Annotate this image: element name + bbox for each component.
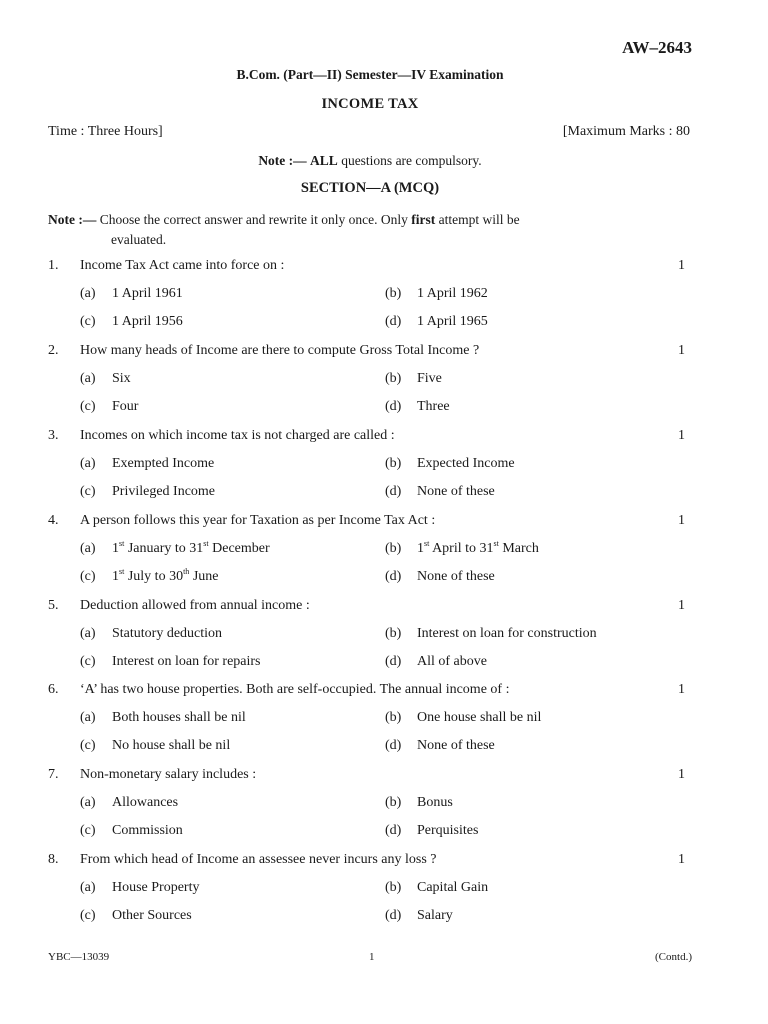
- option-text: 1st April to 31st March: [417, 539, 539, 556]
- option-a: [80, 880, 200, 896]
- option-label: (b): [385, 626, 402, 641]
- time-duration: Time : Three Hours]: [48, 124, 163, 139]
- option-c: [80, 569, 218, 585]
- option-text: 1st July to 30th June: [112, 567, 219, 584]
- option-b: [385, 626, 597, 642]
- option-label: (d): [385, 908, 402, 923]
- question-text: Deduction allowed from annual income :: [80, 598, 310, 613]
- option-label: (b): [385, 371, 402, 386]
- option-a: [80, 795, 178, 811]
- option-label: (c): [80, 399, 96, 414]
- option-label: (a): [80, 710, 96, 725]
- option-a: [80, 371, 131, 387]
- option-text: 1st January to 31st December: [112, 539, 270, 556]
- option-label: (d): [385, 569, 402, 584]
- question-number: 5.: [48, 598, 59, 613]
- option-text: None of these: [417, 484, 495, 499]
- question-text: Non-monetary salary includes :: [80, 767, 257, 782]
- option-c: [80, 823, 183, 839]
- option-label: (b): [385, 286, 402, 301]
- option-label: (c): [80, 908, 96, 923]
- option-b: [385, 541, 539, 557]
- option-text: Salary: [417, 908, 453, 923]
- option-a: [80, 286, 183, 302]
- option-b: [385, 880, 488, 896]
- option-c: [80, 908, 192, 924]
- general-note-label: Note :—: [258, 153, 307, 168]
- question-marks: 1: [678, 513, 685, 528]
- question-number: 2.: [48, 343, 59, 358]
- option-text: Privileged Income: [112, 484, 216, 499]
- question-text: Income Tax Act came into force on :: [80, 258, 285, 273]
- subject-title: INCOME TAX: [321, 96, 419, 112]
- option-label: (d): [385, 314, 402, 329]
- option-a: [80, 626, 222, 642]
- option-text: Capital Gain: [417, 880, 489, 895]
- option-text: 1 April 1962: [417, 286, 488, 301]
- section-note-text-2: attempt will be: [438, 212, 520, 227]
- option-d: [385, 314, 488, 330]
- option-label: (b): [385, 541, 402, 556]
- question-number: 6.: [48, 682, 59, 697]
- section-title: SECTION—A (MCQ): [300, 180, 440, 196]
- page-number: 1: [369, 951, 375, 963]
- section-note-bold: first: [411, 212, 436, 227]
- general-note-bold: ALL: [310, 153, 338, 168]
- option-text: One house shall be nil: [417, 710, 542, 725]
- question-text: Incomes on which income tax is not charged are called :: [80, 428, 395, 443]
- section-note: [48, 210, 693, 250]
- option-text: Statutory deduction: [112, 626, 223, 641]
- option-label: (b): [385, 880, 402, 895]
- exam-title: B.Com. (Part—II) Semester—IV Examination: [236, 67, 504, 82]
- option-text: House Property: [112, 880, 200, 895]
- general-note: [0, 153, 740, 169]
- question-marks: 1: [678, 258, 685, 273]
- option-text: Both houses shall be nil: [112, 710, 246, 725]
- question-number: 7.: [48, 767, 59, 782]
- option-text: Six: [112, 371, 131, 386]
- option-label: (c): [80, 823, 96, 838]
- option-c: [80, 399, 138, 415]
- option-label: (a): [80, 880, 96, 895]
- option-text: 1 April 1961: [112, 286, 183, 301]
- option-text: No house shall be nil: [112, 738, 231, 753]
- option-b: [385, 795, 453, 811]
- option-c: [80, 654, 261, 670]
- option-text: Commission: [112, 823, 183, 838]
- option-d: [385, 569, 495, 585]
- option-b: [385, 286, 488, 302]
- option-text: 1 April 1965: [417, 314, 488, 329]
- question-marks: 1: [678, 852, 685, 867]
- option-text: Three: [417, 399, 450, 414]
- option-label: (a): [80, 626, 96, 641]
- option-label: (d): [385, 823, 402, 838]
- footer-contd: (Contd.): [655, 951, 692, 963]
- question-text: How many heads of Income are there to compute Gross Total Income ?: [80, 343, 480, 358]
- question-marks: 1: [678, 767, 685, 782]
- question-marks: 1: [678, 343, 685, 358]
- option-label: (a): [80, 795, 96, 810]
- option-text: Expected Income: [417, 456, 515, 471]
- option-d: [385, 399, 450, 415]
- section-note-text-1: Choose the correct answer and rewrite it only once. Only: [99, 212, 408, 227]
- option-text: Allowances: [112, 795, 179, 810]
- option-b: [385, 371, 442, 387]
- option-label: (b): [385, 795, 402, 810]
- option-a: [80, 541, 270, 557]
- section-note-label: Note :—: [48, 212, 97, 227]
- option-d: [385, 654, 487, 670]
- paper-code: AW–2643: [622, 38, 692, 57]
- question-text: A person follows this year for Taxation as per Income Tax Act :: [80, 513, 436, 528]
- option-text: Bonus: [417, 795, 453, 810]
- option-label: (b): [385, 456, 402, 471]
- option-text: Four: [112, 399, 139, 414]
- option-label: (a): [80, 456, 96, 471]
- option-label: (c): [80, 484, 96, 499]
- question-text: ‘A’ has two house properties. Both are self-occupied. The annual income of :: [80, 682, 510, 697]
- option-label: (a): [80, 286, 96, 301]
- option-label: (c): [80, 569, 96, 584]
- option-d: [385, 484, 495, 500]
- option-c: [80, 738, 230, 754]
- option-label: (c): [80, 654, 96, 669]
- option-text: 1 April 1956: [112, 314, 183, 329]
- question-number: 3.: [48, 428, 59, 443]
- footer-code: YBC—13039: [48, 951, 110, 963]
- option-label: (c): [80, 314, 96, 329]
- option-text: Perquisites: [417, 823, 479, 838]
- option-label: (a): [80, 371, 96, 386]
- option-text: Interest on loan for repairs: [112, 654, 261, 669]
- option-text: Other Sources: [112, 908, 192, 923]
- option-text: Five: [417, 371, 442, 386]
- maximum-marks: [Maximum Marks : 80: [562, 124, 690, 139]
- question-marks: 1: [678, 682, 685, 697]
- option-label: (d): [385, 738, 402, 753]
- option-label: (a): [80, 541, 96, 556]
- option-label: (b): [385, 710, 402, 725]
- option-d: [385, 908, 453, 924]
- general-note-text: questions are compulsory.: [341, 153, 482, 168]
- option-label: (c): [80, 738, 96, 753]
- question-number: 8.: [48, 852, 59, 867]
- option-label: (d): [385, 484, 402, 499]
- option-a: [80, 710, 246, 726]
- question-marks: 1: [678, 428, 685, 443]
- option-b: [385, 456, 515, 472]
- option-d: [385, 823, 478, 839]
- option-text: None of these: [417, 569, 495, 584]
- question-number: 1.: [48, 258, 59, 273]
- section-note-text-3: evaluated.: [111, 232, 167, 247]
- option-label: (d): [385, 654, 402, 669]
- question-number: 4.: [48, 513, 59, 528]
- option-a: [80, 456, 214, 472]
- option-text: None of these: [417, 738, 495, 753]
- option-c: [80, 314, 183, 330]
- option-text: All of above: [417, 654, 487, 669]
- option-label: (d): [385, 399, 402, 414]
- option-b: [385, 710, 541, 726]
- option-text: Interest on loan for construction: [417, 626, 597, 641]
- option-c: [80, 484, 215, 500]
- option-text: Exempted Income: [112, 456, 215, 471]
- question-marks: 1: [678, 598, 685, 613]
- option-d: [385, 738, 495, 754]
- question-text: From which head of Income an assessee never incurs any loss ?: [80, 852, 437, 867]
